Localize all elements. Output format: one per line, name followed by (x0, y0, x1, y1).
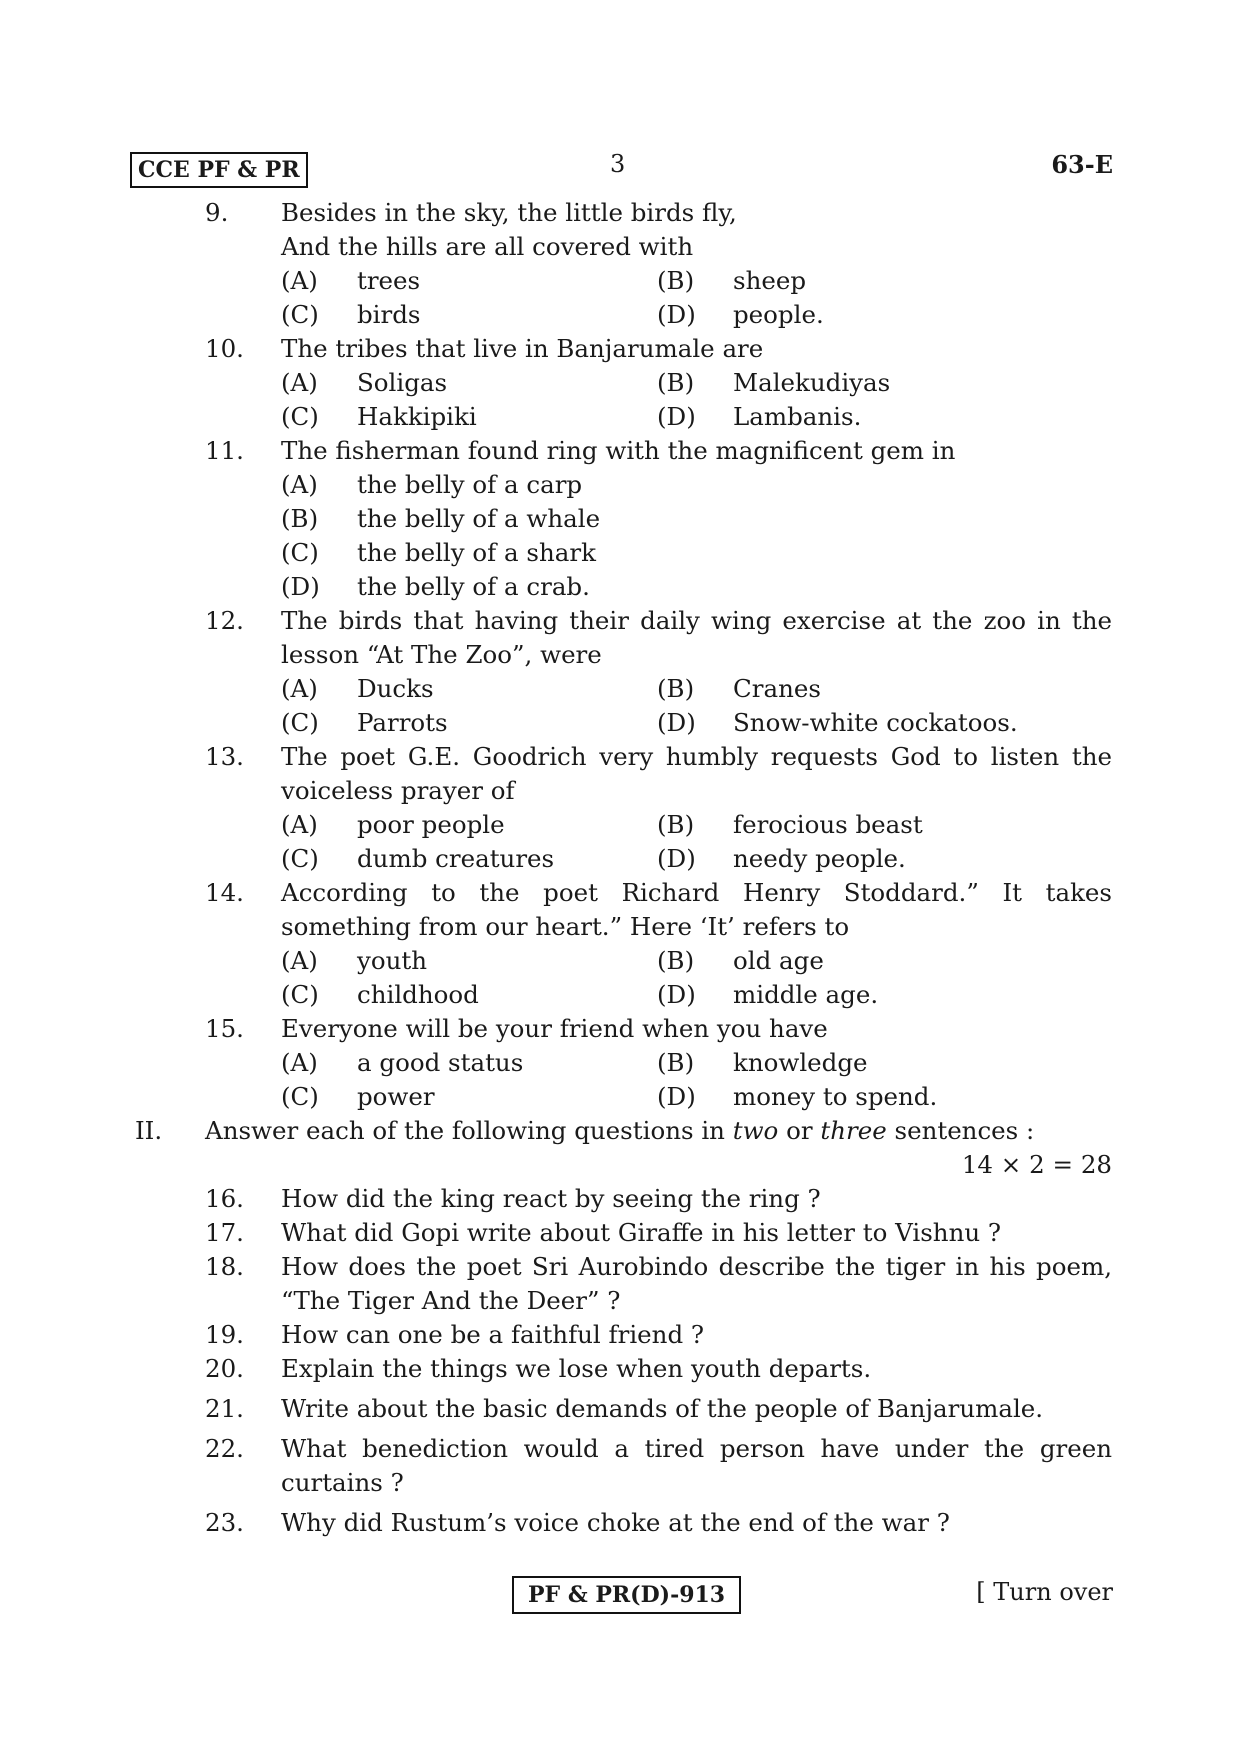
question-number: 23. (205, 1508, 244, 1537)
option-letter: (D) (657, 402, 696, 431)
question-line: Everyone will be your friend when you have (281, 1014, 828, 1043)
footer-code-box: PF & PR(D)-913 (512, 1576, 741, 1614)
option-text: a good status (357, 1048, 524, 1077)
option-letter: (C) (281, 844, 319, 873)
question-line: The birds that having their daily wing exercise at the zoo in the lesson “At The Zoo”, were (281, 606, 1112, 669)
turn-over-note: [ Turn over (976, 1578, 1113, 1606)
option-text: Hakkipiki (357, 402, 477, 431)
option-letter: (B) (657, 810, 695, 839)
question-text: How can one be a faithful friend ? (281, 1320, 705, 1349)
option-text: Malekudiyas (733, 368, 891, 397)
option-letter: (A) (281, 946, 318, 975)
option-text: youth (357, 946, 427, 975)
option-text: dumb creatures (357, 844, 555, 873)
question-text (281, 434, 1112, 468)
option-text: trees (357, 266, 421, 295)
short-answer-list (135, 1182, 1112, 1540)
section-number: II. (135, 1116, 163, 1145)
question-line: According to the poet Richard Henry Stoddard.” It takes something from our heart.” Here ‘It’ refers to (281, 878, 1112, 941)
option-text: Snow-white cockatoos. (733, 708, 1018, 737)
question-number: 13. (205, 742, 244, 771)
question-text (281, 876, 1112, 944)
question-text: Write about the basic demands of the people of Banjarumale. (281, 1394, 1044, 1423)
option-letter: (C) (281, 402, 319, 431)
option-letter: (A) (281, 368, 318, 397)
option-letter: (D) (657, 708, 696, 737)
option-letter: (A) (281, 674, 318, 703)
question-text (281, 604, 1112, 672)
question-number: 21. (205, 1394, 244, 1423)
question-number: 19. (205, 1320, 244, 1349)
option-text: Lambanis. (733, 402, 862, 431)
question-number: 11. (205, 436, 244, 465)
option-text: Soligas (357, 368, 448, 397)
short-question (135, 1352, 1112, 1386)
section-2-heading (135, 1114, 1112, 1148)
option-letter: (D) (657, 300, 696, 329)
option-letter: (B) (657, 674, 695, 703)
option-text: the belly of a shark (357, 538, 596, 567)
option-text: poor people (357, 810, 505, 839)
question-number: 18. (205, 1252, 244, 1281)
question-text (281, 196, 1112, 264)
option-letter: (A) (281, 266, 318, 295)
question-content (135, 196, 1112, 1540)
section-marks: 14 × 2 = 28 (961, 1150, 1112, 1179)
mcq-question (135, 740, 1112, 808)
short-question (135, 1250, 1112, 1318)
option-text: people. (733, 300, 824, 329)
option-text: old age (733, 946, 824, 975)
question-line: Besides in the sky, the little birds fly, (281, 198, 737, 227)
question-line: And the hills are all covered with (281, 232, 694, 261)
option-text: Parrots (357, 708, 448, 737)
options (281, 366, 1112, 434)
mcq-question (135, 876, 1112, 944)
mcq-question (135, 332, 1112, 366)
paper-code: 63-E (1051, 150, 1113, 179)
option-letter: (B) (657, 1048, 695, 1077)
option-letter: (D) (657, 1082, 696, 1111)
option-letter: (C) (281, 538, 319, 567)
question-line: The tribes that live in Banjarumale are (281, 334, 764, 363)
option-text: sheep (733, 266, 807, 295)
option-text: birds (357, 300, 421, 329)
short-question (135, 1216, 1112, 1250)
question-text (281, 740, 1112, 808)
question-number: 9. (205, 198, 229, 227)
option-letter: (C) (281, 708, 319, 737)
options (281, 808, 1112, 876)
short-question (135, 1318, 1112, 1352)
question-line: The fisherman found ring with the magnificent gem in (281, 436, 956, 465)
options (281, 264, 1112, 332)
mcq-question (135, 604, 1112, 672)
section-instruction: Answer each of the following questions in two or three sentences : (205, 1116, 1035, 1145)
question-line: The poet G.E. Goodrich very humbly requests God to listen the voiceless prayer of (281, 742, 1112, 805)
options (281, 1046, 1112, 1114)
question-text: How does the poet Sri Aurobindo describe the tiger in his poem, “The Tiger And the Deer” ? (281, 1252, 1112, 1315)
option-letter: (D) (657, 980, 696, 1009)
option-letter: (B) (281, 504, 319, 533)
option-letter: (A) (281, 470, 318, 499)
option-text: Ducks (357, 674, 434, 703)
option-letter: (C) (281, 300, 319, 329)
short-question (135, 1392, 1112, 1426)
question-number: 15. (205, 1014, 244, 1043)
question-text: What benediction would a tired person have under the green curtains ? (281, 1434, 1112, 1497)
question-text: What did Gopi write about Giraffe in his letter to Vishnu ? (281, 1218, 1002, 1247)
option-letter: (A) (281, 1048, 318, 1077)
option-text: Cranes (733, 674, 821, 703)
option-text: money to spend. (733, 1082, 938, 1111)
option-letter: (B) (657, 946, 695, 975)
option-letter: (D) (657, 844, 696, 873)
short-question (135, 1432, 1112, 1500)
question-number: 17. (205, 1218, 244, 1247)
question-number: 14. (205, 878, 244, 907)
mcq-list (135, 196, 1112, 1114)
option-letter: (C) (281, 980, 319, 1009)
question-text (281, 1012, 1112, 1046)
question-text (281, 332, 1112, 366)
question-number: 20. (205, 1354, 244, 1383)
option-text: childhood (357, 980, 479, 1009)
question-number: 22. (205, 1434, 244, 1463)
option-letter: (A) (281, 810, 318, 839)
options (281, 468, 1112, 604)
short-question (135, 1182, 1112, 1216)
mcq-question (135, 196, 1112, 264)
option-text: the belly of a carp (357, 470, 583, 499)
question-text: Why did Rustum’s voice choke at the end of the war ? (281, 1508, 950, 1537)
option-text: middle age. (733, 980, 879, 1009)
option-letter: (B) (657, 266, 695, 295)
header-exam-box: CCE PF & PR (130, 152, 308, 188)
option-letter: (B) (657, 368, 695, 397)
option-text: the belly of a crab. (357, 572, 590, 601)
short-question (135, 1506, 1112, 1540)
option-letter: (C) (281, 1082, 319, 1111)
options (281, 944, 1112, 1012)
mcq-question (135, 1012, 1112, 1046)
question-number: 16. (205, 1184, 244, 1213)
option-text: power (357, 1082, 435, 1111)
options (281, 672, 1112, 740)
mcq-question (135, 434, 1112, 468)
question-text: How did the king react by seeing the ring ? (281, 1184, 821, 1213)
question-text: Explain the things we lose when youth departs. (281, 1354, 872, 1383)
page-number: 3 (610, 150, 626, 178)
option-text: the belly of a whale (357, 504, 601, 533)
question-number: 10. (205, 334, 244, 363)
option-text: ferocious beast (733, 810, 923, 839)
option-text: knowledge (733, 1048, 868, 1077)
question-number: 12. (205, 606, 244, 635)
option-text: needy people. (733, 844, 906, 873)
option-letter: (D) (281, 572, 320, 601)
